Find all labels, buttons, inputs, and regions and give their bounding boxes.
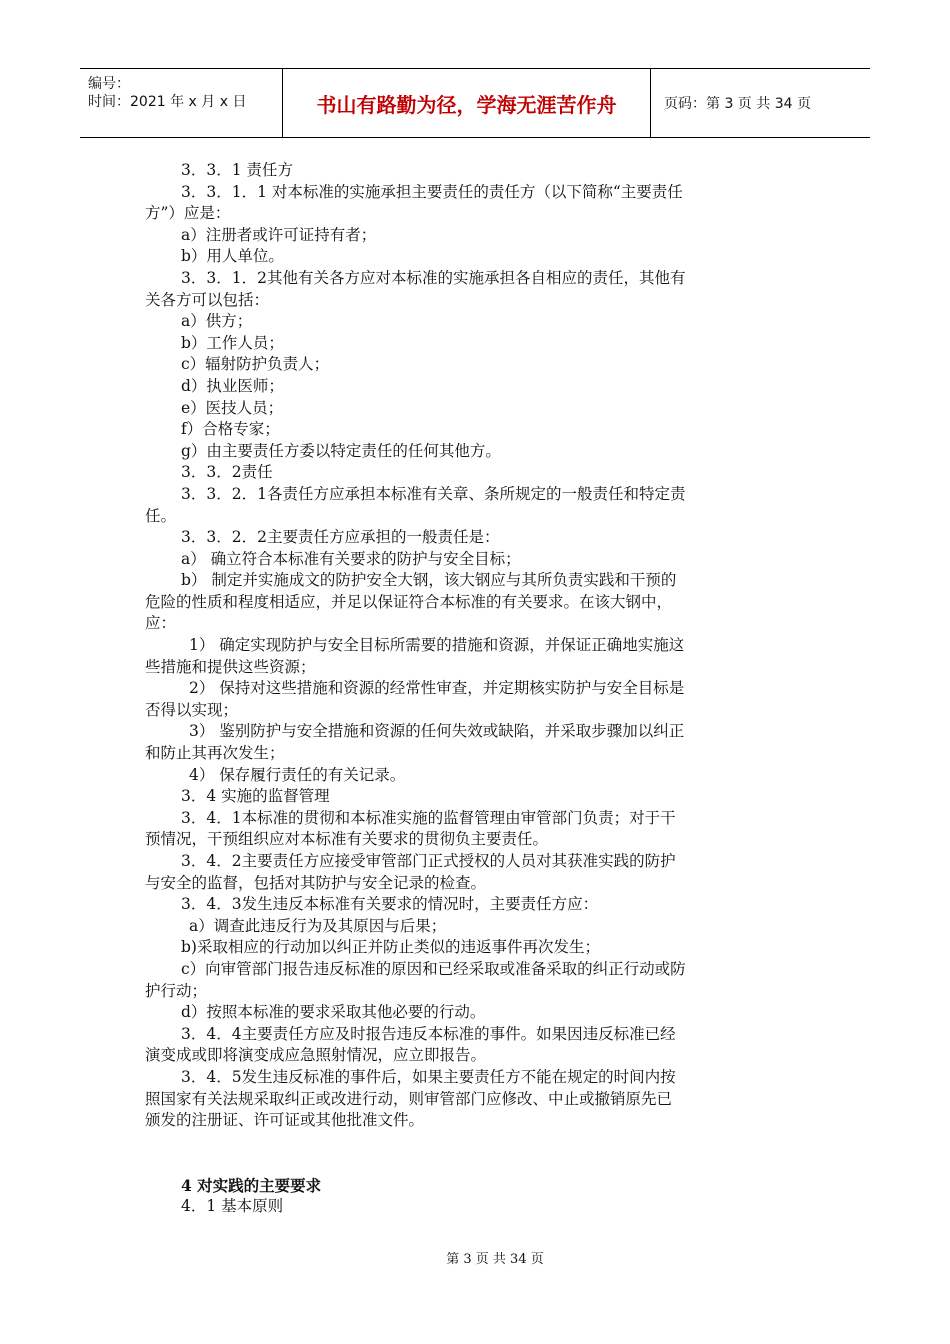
text-line: 预情况，干预组织应对本标准有关要求的贯彻负主要责任。 <box>145 830 549 849</box>
text-line: 3．3．1．2其他有关各方应对本标准的实施承担各自相应的责任，其他有 <box>181 268 686 287</box>
text-line: 4） 保存履行责任的有关记录。 <box>189 765 406 784</box>
text-line: 任。 <box>145 506 177 525</box>
header-page-info: 页码：第 3 页 共 34 页 <box>664 96 811 112</box>
number-label: 编号： <box>88 76 130 92</box>
document-body <box>145 160 810 1218</box>
text-line: 3．3．2．2主要责任方应承担的一般责任是： <box>181 528 500 547</box>
text-line: 3．4．4主要责任方应及时报告违反本标准的事件。如果因违反标准已经 <box>181 1024 676 1043</box>
page-header <box>80 68 870 138</box>
text-line: c）向审管部门报告违反标准的原因和已经采取或准备采取的纠正行动或防 <box>181 959 686 978</box>
text-line: 护行动； <box>145 981 208 1000</box>
text-line: 3．4．2主要责任方应接受审管部门正式授权的人员对其获准实践的防护 <box>181 852 676 870</box>
date-label: 时间：2021 年 x 月 x 日 <box>88 94 247 110</box>
text-line: 3．4 实施的监督管理 <box>181 787 330 806</box>
section-subheading: 4．1 基本原则 <box>181 1197 284 1216</box>
text-line: 演变成或即将演变成应急照射情况，应立即报告。 <box>145 1046 487 1065</box>
text-line: 否得以实现； <box>145 700 239 719</box>
text-line: 和防止其再次发生； <box>145 744 285 763</box>
text-line: a）调查此违反行为及其原因与后果； <box>189 916 447 935</box>
text-line: 3．3．2责任 <box>181 463 273 482</box>
text-line: b）用人单位。 <box>181 247 284 266</box>
text-line: 3．4．1本标准的贯彻和本标准实施的监督管理由审管部门负责；对于干 <box>181 808 676 827</box>
text-line: 危险的性质和程度相适应，并足以保证符合本标准的有关要求。在该大钢中， <box>145 592 673 611</box>
text-line: c）辐射防护负责人； <box>181 355 330 374</box>
page-footer: 第 3 页 共 34 页 <box>446 1252 544 1267</box>
text-line: d）执业医师； <box>181 376 284 395</box>
text-line: 2） 保持对这些措施和资源的经常性审查，并定期核实防护与安全目标是 <box>189 679 685 698</box>
text-line: 1） 确定实现防护与安全目标所需要的措施和资源，并保证正确地实施这 <box>189 636 685 655</box>
header-meta <box>80 69 283 137</box>
text-line: a）注册者或许可证持有者； <box>181 225 377 244</box>
text-line: a）供方； <box>181 312 253 331</box>
text-line: 3．3．2．1各责任方应承担本标准有关章、条所规定的一般责任和特定责 <box>181 484 686 503</box>
text-line: e）医技人员； <box>181 398 284 417</box>
header-motto: 书山有路勤为径，学海无涯苦作舟 <box>283 69 651 137</box>
text-line: 照国家有关法规采取纠正或改进行动，则审管部门应修改、中止或撤销原先已 <box>145 1089 673 1108</box>
text-line: 应： <box>145 614 177 633</box>
section-heading: 4 对实践的主要要求 <box>181 1175 322 1195</box>
text-line: 颁发的注册证、许可证或其他批准文件。 <box>145 1111 425 1130</box>
text-line: b）工作人员； <box>181 333 284 352</box>
text-line: b)采取相应的行动加以纠正并防止类似的违返事件再次发生； <box>181 938 600 957</box>
text-line: g）由主要责任方委以特定责任的任何其他方。 <box>181 441 501 460</box>
text-line: 3．3．1 责任方 <box>181 161 294 179</box>
text-line: 关各方可以包括： <box>145 290 270 309</box>
text-line: 些措施和提供这些资源； <box>145 657 316 676</box>
text-line: 3．3．1．1 对本标准的实施承担主要责任的责任方（以下简称“主要责任 <box>181 182 683 201</box>
text-line: 与安全的监督，包括对其防护与安全记录的检查。 <box>145 873 487 892</box>
text-line: 方”）应是： <box>145 204 231 223</box>
text-line: a） 确立符合本标准有关要求的防护与安全目标； <box>181 549 521 568</box>
text-line: b） 制定并实施成文的防护安全大钢，该大钢应与其所负责实践和干预的 <box>181 571 677 590</box>
text-line: 3．4．5发生违反标准的事件后，如果主要责任方不能在规定的时间内按 <box>181 1067 676 1086</box>
text-line: d）按照本标准的要求采取其他必要的行动。 <box>181 1003 486 1022</box>
text-line: 3．4．3发生违反本标准有关要求的情况时，主要责任方应： <box>181 895 599 914</box>
text-line: 3） 鉴别防护与安全措施和资源的任何失效或缺陷，并采取步骤加以纠正 <box>189 722 685 741</box>
text-line: f）合格专家； <box>181 420 280 439</box>
